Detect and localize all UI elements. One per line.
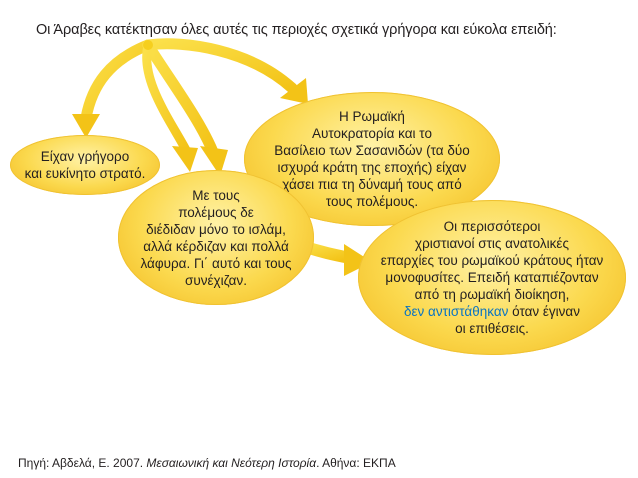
diagram-title: Οι Άραβες κατέκτησαν όλες αυτές τις περιοχές σχετικά γρήγορα και εύκολα επειδή: [36,22,557,38]
arrow-to-wars [147,45,228,176]
bubble-wars: Με τους πολέμους δε διέδιδαν μόνο το ισλάμ, αλλά κέρδιζαν και πολλά λάφυρα. Γι΄ αυτό και τους συνέχιζαν. [118,170,314,305]
christians-highlight: δεν αντιστάθηκαν [404,304,509,319]
source-book: Μεσαιωνική και Νεότερη Ιστορία [146,456,317,470]
arrow-origin [143,40,153,50]
bubble-army: Είχαν γρήγορο και ευκίνητο στρατό. [10,135,160,195]
source-prefix: Πηγή: Αβδελά, Ε. 2007. [18,456,147,470]
bubble-empires: Η Ρωμαϊκή Αυτοκρατορία και το Βασίλειο των Σασανιδών (τα δύο ισχυρά κράτη της εποχής) είχαν χάσει πια τη δύναμή τους από τους πολέμους. [244,92,500,226]
source-suffix: . Αθήνα: ΕΚΠΑ [316,456,396,470]
source-citation [18,456,396,470]
arrow-to-army [72,45,148,138]
christians-text-start: Οι περισσότεροι χριστιανοί στις ανατολικές επαρχίες του ρωμαϊκού κράτους ήταν μονοφυσίτες. Επειδή καταπιέζονταν από τη ρωμαϊκή διοίκηση, [380,219,604,302]
bubble-christians [358,200,626,355]
christians-text-end: όταν έγιναν οι επιθέσεις. [455,304,580,336]
